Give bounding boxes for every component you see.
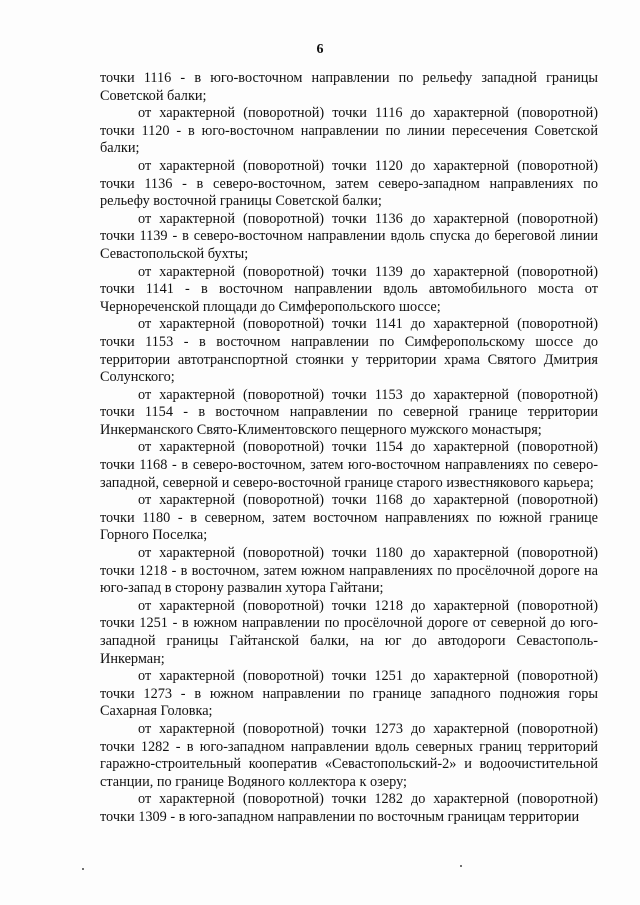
scan-speck [82,868,84,870]
paragraph: точки 1116 - в юго-восточном направлении по рельефу западной границы Советской балки; [100,70,598,104]
paragraph: от характерной (поворотной) точки 1141 до характерной (поворотной) точки 1153 - в восточном направлении по Симферопольскому шоссе до территории автотранспортной стоянки у территории храма Святого Дмитрия Солунского; [100,316,598,386]
paragraph: от характерной (поворотной) точки 1154 до характерной (поворотной) точки 1168 - в северо-восточном, затем юго-восточном направлениях по северо-западной, северной и северо-восточной границе старого известнякового карьера; [100,439,598,491]
paragraph: от характерной (поворотной) точки 1153 до характерной (поворотной) точки 1154 - в восточном направлении по северной границе территории Инкерманского Свято-Климентовского пещерного мужского монастыря; [100,386,598,438]
paragraph: от характерной (поворотной) точки 1282 до характерной (поворотной) точки 1309 - в юго-западном направлении по восточным границам территории [100,791,598,825]
paragraph: от характерной (поворотной) точки 1273 до характерной (поворотной) точки 1282 - в юго-западном направлении вдоль северных границ территорий гаражно-строительный кооператив «Севастопольский-2» и водоочистительной станции, по границе Водяного коллектора к озеру; [100,720,598,790]
paragraph: от характерной (поворотной) точки 1251 до характерной (поворотной) точки 1273 - в южном направлении по границе западного подножия горы Сахарная Головка; [100,668,598,720]
paragraph: от характерной (поворотной) точки 1139 до характерной (поворотной) точки 1141 - в восточном направлении вдоль автомобильного моста от Чернореченской площади до Симферопольского шоссе; [100,263,598,315]
document-body [100,70,598,827]
paragraph: от характерной (поворотной) точки 1136 до характерной (поворотной) точки 1139 - в северо-восточном направлении вдоль спуска до береговой линии Севастопольской бухты; [100,210,598,262]
scan-speck [460,865,462,867]
paragraph: от характерной (поворотной) точки 1116 до характерной (поворотной) точки 1120 - в юго-восточном направлении по линии пересечения Советской балки; [100,105,598,157]
paragraph: от характерной (поворотной) точки 1120 до характерной (поворотной) точки 1136 - в северо-восточном, затем северо-западном направлениях по рельефу восточной границы Советской балки; [100,157,598,210]
paragraph: от характерной (поворотной) точки 1180 до характерной (поворотной) точки 1218 - в восточном, затем южном направлениях по просёлочной дороге на юго-запад в сторону развалин хутора Гайтани; [100,545,598,597]
paragraph: от характерной (поворотной) точки 1168 до характерной (поворотной) точки 1180 - в северном, затем восточном направлениях по южной границе Горного Поселка; [100,492,598,544]
page-number: 6 [316,42,324,57]
paragraph: от характерной (поворотной) точки 1218 до характерной (поворотной) точки 1251 - в южном направлении по просёлочной дороге от северной до юго-западной границы Гайтанской балки, на юг до автодороги Севастополь-Инкерман; [100,597,598,667]
